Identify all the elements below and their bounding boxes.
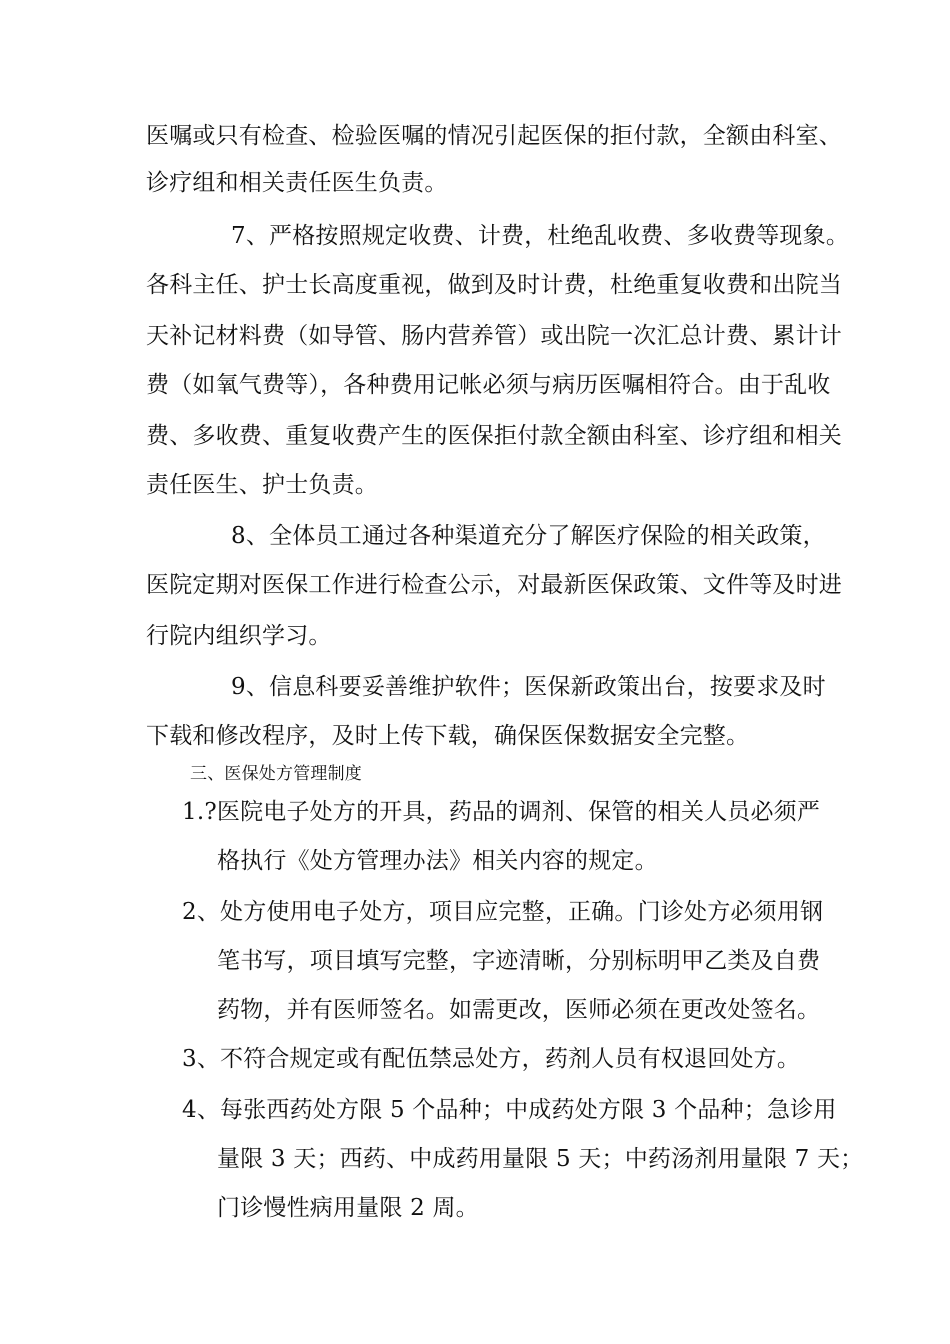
item-8-line: 行院内组织学习。 [146,623,332,649]
rule-3-line: 3、不符合规定或有配伍禁忌处方，药剂人员有权退回处方。 [182,1046,801,1072]
rule-4-line: 4、每张西药处方限 5 个品种；中成药处方限 3 个品种；急诊用 [182,1097,837,1123]
item-7-line: 天补记材料费（如导管、肠内营养管）或出院一次汇总计费、累计计 [146,323,842,349]
rule-2-line: 笔书写，项目填写完整，字迹清晰，分别标明甲乙类及自费 [217,948,821,974]
item-7-line: 责任医生、护士负责。 [146,472,378,498]
rule-4-line: 量限 3 天；西药、中成药用量限 5 天；中药汤剂用量限 7 天； [217,1146,864,1172]
rule-4-line: 门诊慢性病用量限 2 周。 [217,1195,479,1221]
item-7-line: 7、严格按照规定收费、计费，杜绝乱收费、多收费等现象。 [231,223,850,249]
rule-2-line: 2、处方使用电子处方，项目应完整，正确。门诊处方必须用钢 [182,899,824,925]
rule-2-line: 药物，并有医师签名。如需更改，医师必须在更改处签名。 [217,997,821,1023]
item-7-line: 费（如氧气费等），各种费用记帐必须与病历医嘱相符合。由于乱收 [146,372,831,398]
section-heading: 三、医保处方管理制度 [190,764,362,784]
item-8-line: 医院定期对医保工作进行检查公示，对最新医保政策、文件等及时进 [146,572,842,598]
rule-1-line: 格执行《处方管理办法》相关内容的规定。 [217,848,658,874]
item-9-line: 9、信息科要妥善维护软件；医保新政策出台，按要求及时 [231,674,826,700]
item-7-line: 费、多收费、重复收费产生的医保拒付款全额由科室、诊疗组和相关 [146,423,842,449]
item-7-line: 各科主任、护士长高度重视，做到及时计费，杜绝重复收费和出院当 [146,272,842,298]
rule-1-line: 1.?医院电子处方的开具，药品的调剂、保管的相关人员必须严 [182,799,821,825]
paragraph-line: 医嘱或只有检查、检验医嘱的情况引起医保的拒付款，全额由科室、 [146,123,842,149]
paragraph-line: 诊疗组和相关责任医生负责。 [146,170,448,196]
item-8-line: 8、全体员工通过各种渠道充分了解医疗保险的相关政策， [231,523,826,549]
item-9-line: 下载和修改程序，及时上传下载，确保医保数据安全完整。 [146,723,750,749]
